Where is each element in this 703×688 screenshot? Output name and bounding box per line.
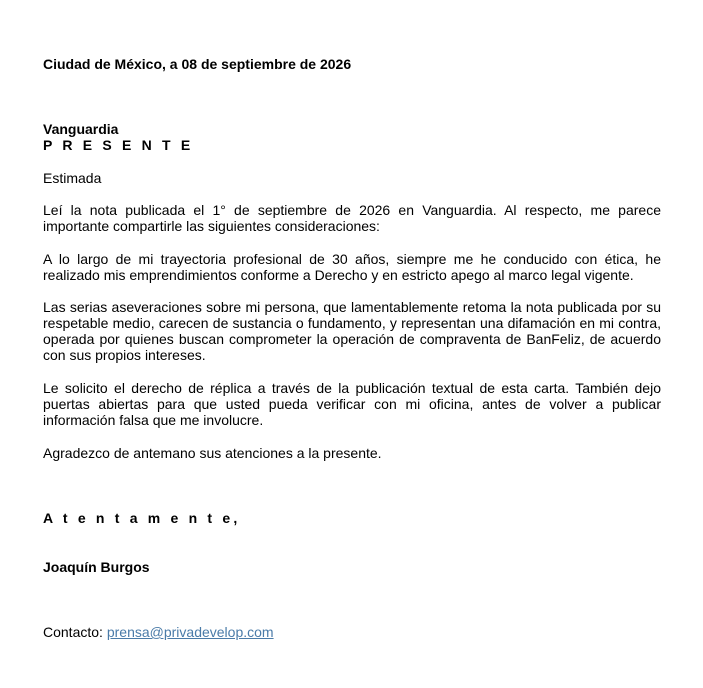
contact-email-link[interactable]: prensa@privadevelop.com	[106, 624, 274, 640]
signature-name: Joaquín Burgos	[43, 559, 150, 575]
salutation: Estimada	[43, 170, 102, 186]
recipient-name: Vanguardia	[43, 121, 119, 137]
paragraph-5: Agradezco de antemano sus atenciones a la presente.	[43, 445, 382, 461]
paragraph-1: Leí la nota publicada el 1° de septiembre de 2026 en Vanguardia. Al respecto, me parece importante compartirle las siguientes consideraciones:	[43, 202, 661, 234]
contact-line	[43, 624, 661, 640]
closing-line: A t e n t a m e n t e,	[43, 510, 241, 526]
paragraph-4: Le solicito el derecho de réplica a través de la publicación textual de esta carta. También dejo puertas abiertas para que usted pueda verificar con mi oficina, antes de volver a publicar información falsa que me involucre.	[43, 380, 661, 428]
contact-label: Contacto:	[43, 624, 107, 640]
paragraph-2: A lo largo de mi trayectoria profesional de 30 años, siempre me he conducido con ética, he realizado mis emprendimientos conforme a Derecho y en estricto apego al marco legal vigente.	[43, 251, 661, 283]
presente-line: P R E S E N T E	[43, 137, 194, 153]
paragraph-3: Las serias aseveraciones sobre mi persona, que lamentablemente retoma la nota publicada por su respetable medio, carecen de sustancia o fundamento, y representan una difamación en mi contra, operada por quienes buscan comprometer la operación de compraventa de BanFeliz, de acuerdo con sus propios intereses.	[43, 299, 661, 363]
date-line: Ciudad de México, a 08 de septiembre de 2026	[43, 56, 352, 72]
